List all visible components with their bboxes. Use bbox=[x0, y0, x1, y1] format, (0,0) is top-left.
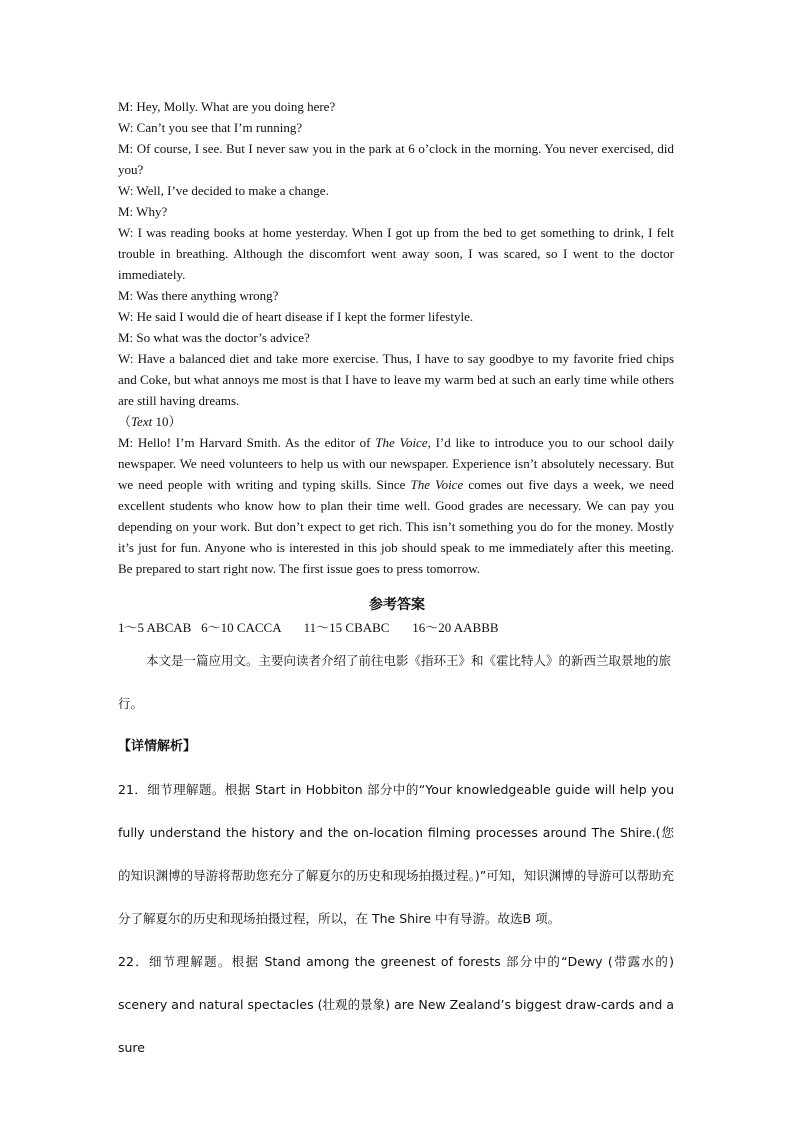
analysis-block bbox=[118, 639, 674, 1069]
summary-paragraph: 本文是一篇应用文。主要向读者介绍了前往电影《指环王》和《霍比特人》的新西兰取景地的旅行。 bbox=[118, 653, 672, 711]
text10-part: comes out five days a week, we need excellent students who know how to plan their time well. Good grades are necessary. We can pay you depending on your work. But don’t expect to get rich. This isn’t something you do for the money. Mostly it’s just for fun. Anyone who is interested in this job should speak to me immediately after this meeting. Be prepared to start right now. The first issue goes to press tomorrow. bbox=[118, 477, 674, 576]
analysis-heading: 【详情解析】 bbox=[118, 739, 197, 754]
dialogue-line: M: Hey, Molly. What are you doing here? bbox=[118, 99, 336, 114]
answers-heading: 参考答案 bbox=[369, 597, 425, 613]
text10-monologue bbox=[118, 432, 674, 579]
text10-number: 10） bbox=[152, 414, 182, 429]
dialogue-block bbox=[118, 96, 674, 579]
text10-part: , I’d like to introduce you to our school daily newspaper. We need volunteers to help us with our newspaper. Experience isn’t absolutely necessary. But we need people with writing and typing skills. Since bbox=[118, 435, 675, 492]
dialogue-line: W: Well, I’ve decided to make a change. bbox=[118, 183, 329, 198]
text10-part: M: Hello! I’m Harvard Smith. As the editor of bbox=[118, 435, 376, 450]
dialogue-line: W: I was reading books at home yesterday. When I got up from the bed to get something to drink, I felt trouble in breathing. Although the discomfort went away soon, I was scared, so I went to the doctor immediately. bbox=[118, 225, 674, 282]
newspaper-title: The Voice bbox=[375, 435, 428, 450]
dialogue-line: W: Have a balanced diet and take more exercise. Thus, I have to say goodbye to my favorite fried chips and Coke, but what annoys me most is that I have to leave my warm bed at such an early time while others are still having dreams. bbox=[118, 351, 674, 408]
answer-keys: 1～5 ABCAB 6～10 CACCA 11～15 CBABC 16～20 AABBB bbox=[118, 620, 499, 635]
dialogue-line: M: So what was the doctor’s advice? bbox=[118, 330, 310, 345]
dialogue-line: W: Can’t you see that I’m running? bbox=[118, 120, 303, 135]
q21-explanation: 21．细节理解题。根据 Start in Hobbiton 部分中的“Your knowledgeable guide will help you fully understand the history and the on-location filming processes around The Shire.(您的知识渊博的导游将帮助您充分了解夏尔的历史和现场拍摄过程。)”可知，知识渊博的导游可以帮助充分了解夏尔的历史和现场拍摄过程，所以，在 The Shire 中有导游。故选B 项。 bbox=[118, 782, 674, 926]
text10-label bbox=[118, 411, 674, 432]
text10-open: （ bbox=[118, 414, 132, 429]
newspaper-title: The Voice bbox=[410, 477, 464, 492]
dialogue-line: M: Of course, I see. But I never saw you in the park at 6 o’clock in the morning. You never exercised, did you? bbox=[118, 141, 674, 177]
dialogue-line: M: Why? bbox=[118, 204, 168, 219]
text10-italic: Text bbox=[131, 414, 153, 429]
dialogue-line: M: Was there anything wrong? bbox=[118, 288, 279, 303]
q22-explanation: 22．细节理解题。根据 Stand among the greenest of forests 部分中的“Dewy (带露水的) scenery and natural spectacles (壮观的景象) are New Zealand’s biggest draw-cards and a sure bbox=[118, 954, 674, 1055]
dialogue-line: W: He said I would die of heart disease if I kept the former lifestyle. bbox=[118, 309, 474, 324]
